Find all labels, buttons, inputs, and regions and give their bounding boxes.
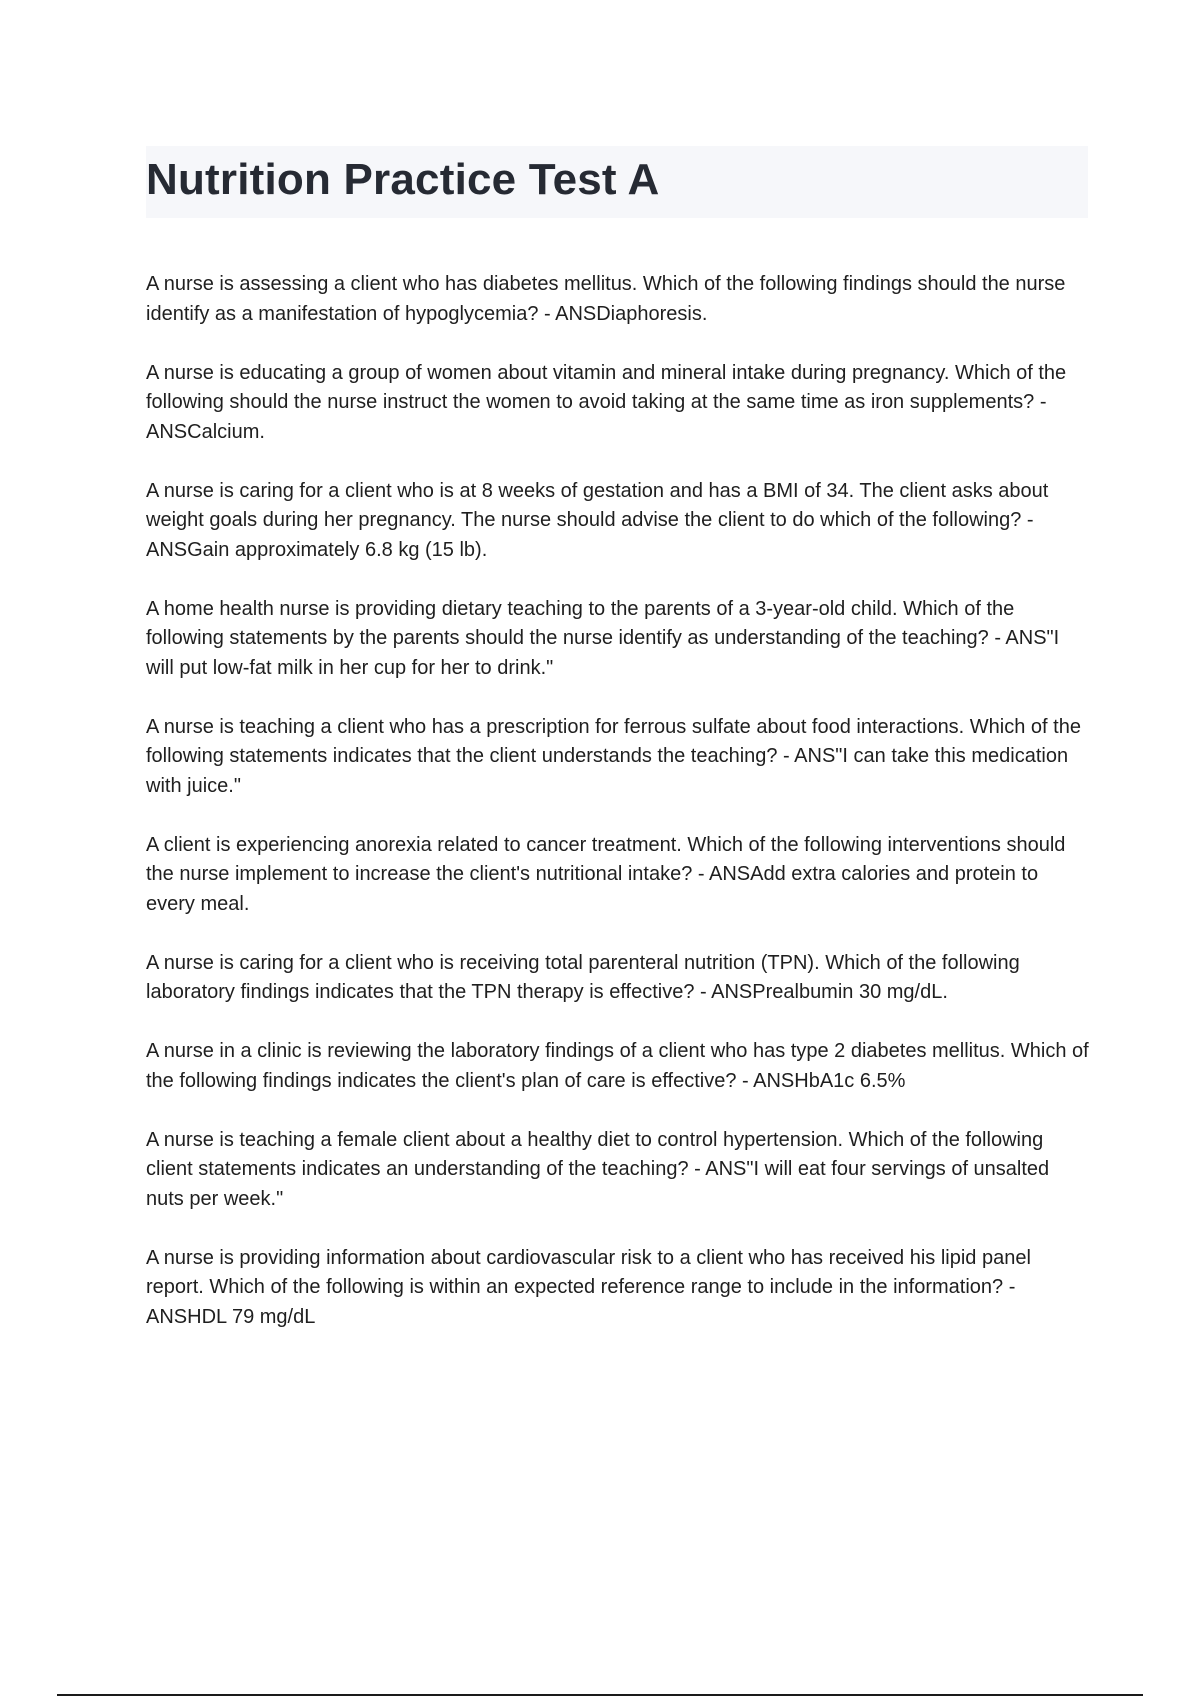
question-item: A nurse in a clinic is reviewing the laboratory findings of a client who has type 2 diabetes mellitus. Which of the following findings indicates the client's plan of care is effective? - ANSHbA1c 6.5% xyxy=(146,1040,1089,1092)
question-list xyxy=(146,270,1091,1362)
question-item: A nurse is caring for a client who is at 8 weeks of gestation and has a BMI of 34. The client asks about weight goals during her pregnancy. The nurse should advise the client to do which of the following? - ANSGain approximately 6.8 kg (15 lb). xyxy=(146,479,1049,561)
question-item: A nurse is assessing a client who has diabetes mellitus. Which of the following findings should the nurse identify as a manifestation of hypoglycemia? - ANSDiaphoresis. xyxy=(146,273,1066,325)
question-item: A home health nurse is providing dietary teaching to the parents of a 3-year-old child. Which of the following statements by the parents should the nurse identify as understanding of the teaching? - ANS"I will put low-fat milk in her cup for her to drink." xyxy=(146,597,1060,679)
question-item: A client is experiencing anorexia related to cancer treatment. Which of the following interventions should the nurse implement to increase the client's nutritional intake? - ANSAdd extra calories and protein to every meal. xyxy=(146,833,1066,915)
title-band xyxy=(146,146,1088,218)
question-item: A nurse is teaching a client who has a prescription for ferrous sulfate about food interactions. Which of the following statements indicates that the client understands the teaching? - ANS"I can take this medication with juice." xyxy=(146,715,1081,797)
footer-divider xyxy=(57,1694,1143,1696)
question-item: A nurse is caring for a client who is receiving total parenteral nutrition (TPN). Which of the following laboratory findings indicates that the TPN therapy is effective? - ANSPrealbumin 30 mg/dL. xyxy=(146,951,1020,1003)
question-item: A nurse is educating a group of women about vitamin and mineral intake during pregnancy. Which of the following should the nurse instruct the women to avoid taking at the same time as iron supplements? - ANSCalcium. xyxy=(146,361,1067,443)
question-item: A nurse is teaching a female client about a healthy diet to control hypertension. Which of the following client statements indicates an understanding of the teaching? - ANS"I will eat four servings of unsalted nuts per week." xyxy=(146,1128,1050,1210)
question-item: A nurse is providing information about cardiovascular risk to a client who has received his lipid panel report. Which of the following is within an expected reference range to include in the information? - ANSHDL 79 mg/dL xyxy=(146,1246,1031,1328)
page-title: Nutrition Practice Test A xyxy=(146,155,660,204)
